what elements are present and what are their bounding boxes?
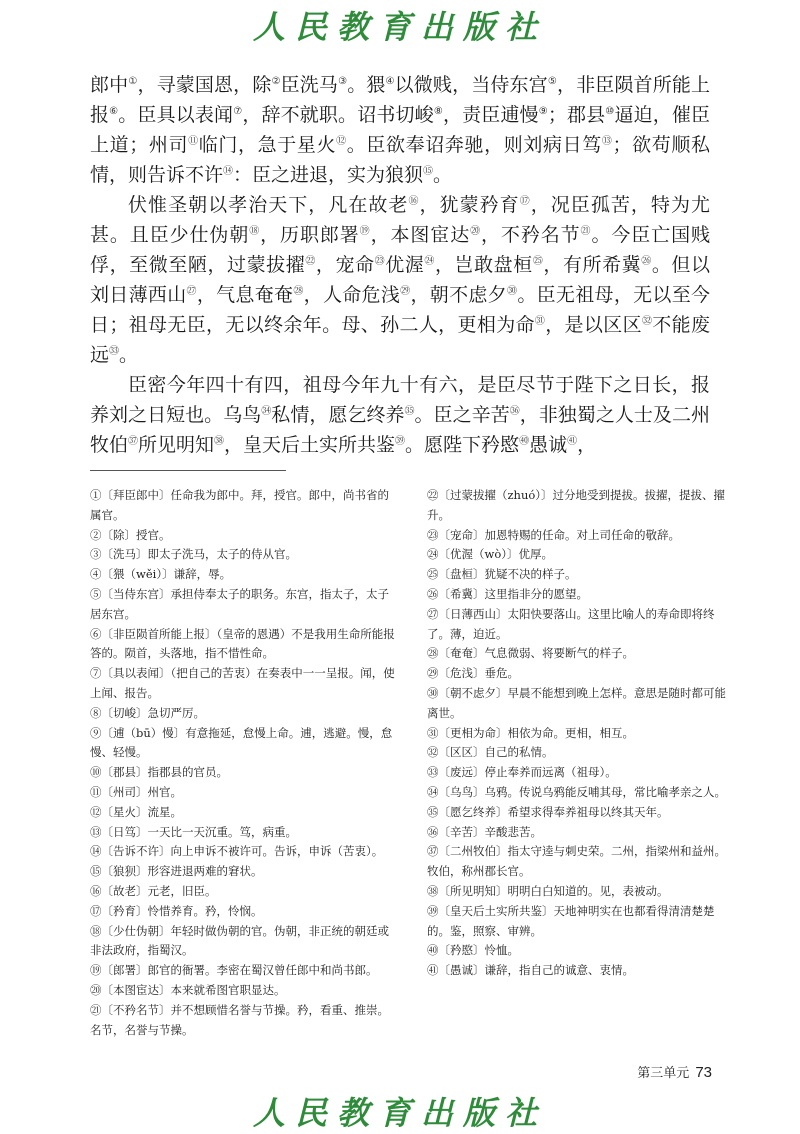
main-text [90, 70, 710, 460]
footnote-item: ⑥〔非臣陨首所能上报〕（皇帝的恩遇）不是我用生命所能报答的。陨首，头落地，指不惜性命。 [90, 626, 395, 661]
page-footer [637, 1062, 712, 1081]
footnote-item: ㊶〔愚诚〕谦辞，指自己的诚意、衷情。 [427, 963, 634, 978]
footnote-marker[interactable]: ㉔ [424, 256, 435, 267]
text-run: 伏惟圣朝以孝治天下，凡在故老 [128, 194, 409, 216]
text-run: 。愿陛下矜愍 [405, 434, 520, 456]
footnote-marker[interactable]: ㉒ [305, 256, 316, 267]
footnote-item: ㉙〔危浅〕垂危。 [427, 666, 519, 681]
footnote-marker[interactable]: ⑯ [408, 196, 420, 207]
footnote-item: ㉟〔愿乞终养〕希望求得奉养祖母以终其天年。 [427, 804, 669, 819]
footnote-marker[interactable]: ㊶ [567, 436, 578, 447]
footnote-marker[interactable]: ⑪ [188, 136, 199, 147]
footnote-marker[interactable]: ㉛ [534, 316, 546, 327]
footnote-item: ㉕〔盘桓〕犹疑不决的样子。 [427, 567, 577, 582]
footnote-item: ⑬〔日笃〕一天比一天沉重。笃，病重。 [90, 824, 297, 839]
footnote-marker[interactable]: ㉘ [293, 286, 304, 297]
text-run: 以微贱，当侍东宫 [394, 74, 548, 96]
footnote-marker[interactable]: ④ [385, 76, 395, 87]
footnote-item: ㉒〔过蒙拔擢（zhuó）〕过分地受到提拔。拔擢，提拔、擢升。 [427, 488, 726, 522]
text-run: ，非臣陨首所能上报 [90, 74, 710, 126]
footnote-marker[interactable]: ㉝ [109, 346, 120, 357]
footnote-item: ㉖〔希冀〕这里指非分的愿望。 [427, 586, 588, 601]
footnote-item: ㊱〔辛苦〕辛酸悲苦。 [427, 824, 542, 839]
text-run: 私情，愿乞终养 [271, 404, 405, 426]
text-run: ，人命危浅 [303, 284, 401, 306]
text-run: ，宠命 [315, 254, 375, 276]
text-run: 。猥 [347, 74, 386, 96]
publisher-logo-top: 人民教育出版社 [252, 8, 547, 46]
footnote-marker[interactable]: ㉖ [641, 256, 652, 267]
footnote-item: ㉚〔朝不虑夕〕早晨不能想到晚上怎样。意思是随时都可能离世。 [427, 685, 726, 720]
footnote-marker[interactable]: ㉚ [507, 286, 518, 297]
footnote-item: ㉔〔优渥（wò）〕优厚。 [427, 547, 554, 562]
footnote-marker[interactable]: ㉟ [404, 406, 415, 417]
footnote-marker[interactable]: ㊲ [128, 436, 139, 447]
footnote-item: ⑮〔狼狈〕形容进退两难的窘状。 [90, 864, 263, 879]
text-run: 。今臣亡国贱俘，至微至陋，过蒙拔擢 [90, 224, 710, 276]
footnote-item: ⑰〔矜育〕怜惜养育。矜，怜悯。 [90, 903, 263, 918]
paragraph-2 [90, 190, 710, 370]
unit-label: 第三单元 [637, 1066, 690, 1081]
text-run: ，责臣逋慢 [442, 104, 539, 126]
text-run: 不能废远 [90, 314, 710, 366]
footnote-marker[interactable]: ㉕ [532, 256, 544, 267]
page-number: 73 [695, 1064, 712, 1081]
footnote-item: ⑦〔具以表闻〕（把自己的苦衷）在奏表中一一呈报。闻，使上闻、报告。 [90, 666, 395, 700]
footnote-item: ⑭〔告诉不许〕向上申诉不被许可。告诉，申诉（苦衷）。 [90, 844, 384, 859]
text-run: 。但以刘日薄西山 [90, 254, 710, 306]
footnote-marker[interactable]: ⑧ [433, 106, 443, 117]
footnotes-left-column [90, 486, 395, 1040]
footnote-item: ㊴〔皇天后土实所共鉴〕天地神明实在也都看得清清楚楚的。鉴，照察、审辨。 [427, 903, 715, 938]
footnote-marker[interactable]: ② [271, 76, 281, 87]
footnote-marker[interactable]: ⑦ [233, 106, 243, 117]
text-run: ，历职郎署 [260, 224, 360, 246]
footnote-marker[interactable]: ㉗ [186, 286, 197, 297]
text-run: ，岂敢盘桓 [434, 254, 533, 276]
paragraph-3 [90, 370, 710, 460]
text-run: ， [577, 434, 597, 456]
footnote-item: ③〔洗马〕即太子洗马，太子的侍从官。 [90, 547, 297, 562]
text-run: 愚诚 [529, 434, 568, 456]
text-run: 。臣无祖母，无以至今日；祖母无臣，无以终余年。母、孙二人，更相为命 [90, 284, 711, 336]
footnotes-right-column [427, 486, 732, 981]
footnote-item: ⑨〔逋（bū）慢〕有意拖延，怠慢上命。逋，逃避。慢，怠慢、轻慢。 [90, 725, 393, 760]
text-run: 。臣具以表闻 [118, 104, 234, 126]
footnote-item: ④〔猥（wěi）〕谦辞，辱。 [90, 567, 232, 582]
footnote-marker[interactable]: ㊳ [214, 436, 225, 447]
text-run: ，辞不就职。诏书切峻 [242, 104, 434, 126]
footnote-marker[interactable]: ③ [338, 76, 348, 87]
footnote-marker[interactable]: ⑨ [538, 106, 548, 117]
footnote-marker[interactable]: ㉜ [641, 316, 653, 327]
footnote-item: ㊲〔二州牧伯〕指太守逵与刺史荣。二州，指梁州和益州。牧伯，称州郡长官。 [427, 844, 726, 879]
footnote-item: ㉘〔奄奄〕气息微弱、将要断气的样子。 [427, 646, 634, 661]
text-run: 优渥 [385, 254, 425, 276]
text-run: ，犹蒙矜育 [419, 194, 520, 216]
footnote-marker[interactable]: ㊱ [509, 406, 520, 417]
footnote-marker[interactable]: ⑬ [601, 136, 613, 147]
footnote-marker[interactable]: ① [128, 76, 138, 87]
text-run: 。臣之辛苦 [414, 404, 510, 426]
footnote-item: ⑳〔本图宦达〕本来就希图官职显达。 [90, 982, 286, 997]
footnote-item: ㉞〔乌鸟〕乌鸦。传说乌鸦能反哺其母，常比喻孝亲之人。 [427, 784, 726, 799]
text-run: 。 [119, 344, 139, 366]
footnote-marker[interactable]: ⑮ [423, 166, 434, 177]
footnote-item: ⑲〔郎署〕郎官的衙署。李密在蜀汉曾任郎中和尚书郎。 [90, 963, 378, 978]
text-run: ，气息奄奄 [196, 284, 294, 306]
text-run: 逼迫，催臣上道；州司 [90, 104, 710, 156]
text-run: 郎中 [90, 74, 129, 96]
footnote-item: ㊵〔矜愍〕怜恤。 [427, 943, 519, 958]
publisher-logo-bottom: 人民教育出版社 [252, 1094, 547, 1132]
footnote-item: ⑩〔郡县〕指郡县的官员。 [90, 765, 228, 780]
footnote-divider [90, 470, 286, 471]
footnote-marker[interactable]: ⑫ [336, 136, 347, 147]
footnote-marker[interactable]: ⑲ [359, 226, 371, 237]
footnote-item: ㉑〔不矜名节〕并不想顾惜名誉与节操。矜，看重、推崇。名节，名誉与节操。 [90, 1002, 389, 1037]
footnote-marker[interactable]: ㉑ [580, 226, 592, 237]
footnote-marker[interactable]: ⑰ [519, 196, 531, 207]
footnote-item: ⑧〔切峻〕急切严厉。 [90, 705, 205, 720]
footnote-marker[interactable]: ㊵ [519, 436, 530, 447]
text-run: 所见明知 [138, 434, 215, 456]
footnote-item: ㉓〔宠命〕加恩特赐的任命。对上司任命的敬辞。 [427, 527, 680, 542]
footnote-item: ⑯〔故老〕元老，旧臣。 [90, 883, 217, 898]
footnote-item: ②〔除〕授官。 [90, 527, 171, 542]
footnote-item: ㉝〔废远〕停止奉养而远离（祖母）。 [427, 765, 617, 780]
footnote-marker[interactable]: ⑳ [470, 226, 482, 237]
text-run: ，非独蜀之人士及二州牧伯 [90, 404, 710, 456]
text-run: 臣洗马 [280, 74, 339, 96]
text-run: ，本图宦达 [370, 224, 471, 246]
footnote-marker[interactable]: ⑥ [109, 106, 119, 117]
footnote-marker[interactable]: ㉙ [400, 286, 411, 297]
footnote-item: ①〔拜臣郎中〕任命我为郎中。拜，授官。郎中，尚书省的属官。 [90, 488, 389, 522]
text-run: 。 [433, 164, 453, 186]
text-run: ，况臣孤苦，特为尤甚。且臣少仕伪朝 [90, 194, 710, 246]
text-run: ；欲苟顺私情，则告诉不许 [90, 134, 710, 186]
footnote-marker[interactable]: ⑱ [249, 226, 261, 237]
footnote-item: ㉛〔更相为命〕相依为命。更相，相互。 [427, 725, 634, 740]
footnote-marker[interactable]: ⑤ [547, 76, 557, 87]
text-run: 臣密今年四十有四，祖母今年九十有六，是臣尽节于陛下之日长，报养刘之日短也。乌鸟 [90, 374, 710, 426]
text-run: ，不矜名节 [481, 224, 581, 246]
footnote-item: ㉜〔区区〕自己的私情。 [427, 745, 554, 760]
text-run: ，皇天后土实所共鉴 [224, 434, 396, 456]
text-run: ，朝不虑夕 [410, 284, 507, 306]
text-run: 。臣欲奉诏奔驰，则刘病日笃 [346, 134, 602, 156]
footnote-item: ⑱〔少仕伪朝〕年轻时做伪朝的官。伪朝，非正统的朝廷或非法政府，指蜀汉。 [90, 923, 389, 958]
text-run: ，寻蒙国恩，除 [137, 74, 272, 96]
footnote-marker[interactable]: ㉞ [261, 406, 272, 417]
paragraph-1 [90, 70, 710, 190]
footnote-item: ⑫〔星火〕流星。 [90, 804, 182, 819]
text-run: 临门，急于星火 [198, 134, 337, 156]
footnote-marker[interactable]: ㉓ [374, 256, 386, 267]
text-run: ，有所希冀 [543, 254, 642, 276]
footnote-marker[interactable]: ⑩ [605, 106, 615, 117]
footnote-marker[interactable]: ㊴ [395, 436, 406, 447]
footnote-item: ⑤〔当侍东宫〕承担侍奉太子的职务。东宫，指太子，太子居东宫。 [90, 586, 389, 621]
text-run: ；郡县 [547, 104, 606, 126]
text-run: ，是以区区 [545, 314, 642, 336]
text-run: ：臣之进退，实为狼狈 [233, 164, 424, 186]
footnote-item: ㉗〔日薄西山〕太阳快要落山。这里比喻人的寿命即将终了。薄，迫近。 [427, 606, 715, 641]
footnote-item: ㊳〔所见明知〕明明白白知道的。见，表被动。 [427, 883, 669, 898]
footnote-marker[interactable]: ⑭ [223, 166, 234, 177]
footnote-item: ⑪〔州司〕州官。 [90, 784, 182, 799]
